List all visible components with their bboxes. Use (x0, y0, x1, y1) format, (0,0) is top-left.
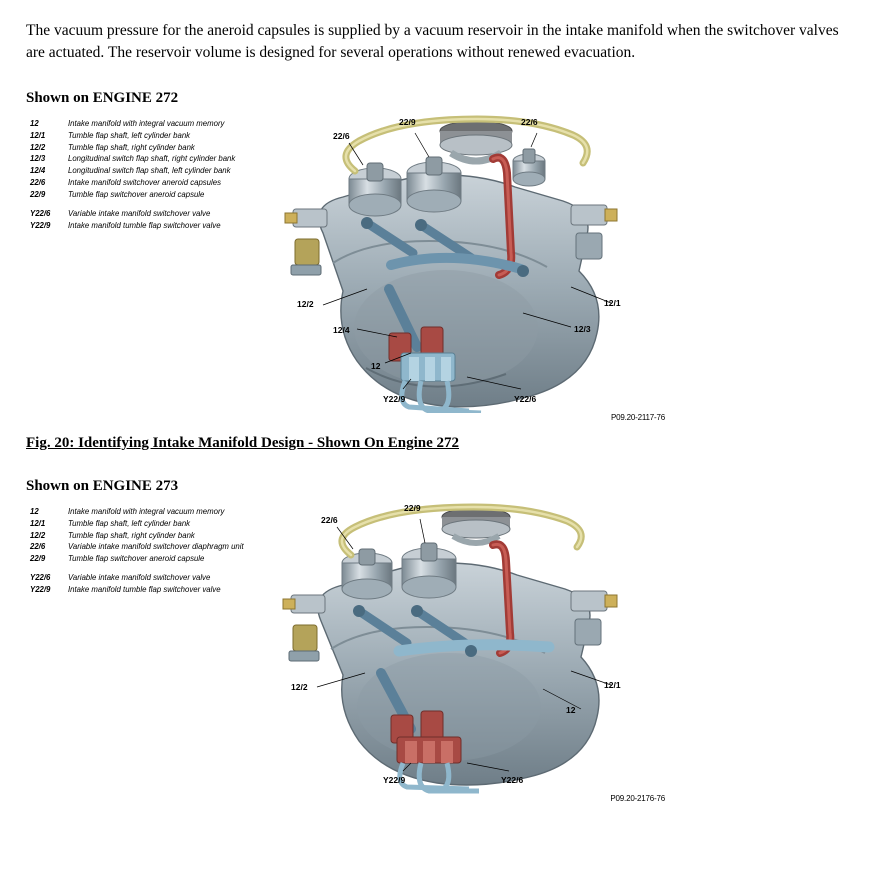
callout-label: 22/9 (404, 503, 421, 513)
legend-item (30, 554, 245, 564)
legend-key: Y22/6 (30, 208, 51, 218)
callout-label: 12/2 (297, 299, 314, 309)
callout-label: 12/4 (333, 325, 350, 335)
legend-key: 12 (30, 507, 39, 516)
legend-value: Tumble flap switchover aneroid capsule (68, 189, 205, 199)
legend-item (30, 519, 245, 529)
legend-value: Variable intake manifold switchover diaphragm unit (68, 542, 244, 552)
legend-item (30, 166, 245, 176)
legend-key: 12/2 (30, 530, 46, 540)
diagram-code: P09.20-2117-76 (611, 413, 665, 422)
legend-value: Tumble flap switchover aneroid capsule (68, 554, 205, 564)
diagram-svg (271, 113, 691, 413)
section-title-engine-272: Shown on ENGINE 272 (26, 90, 179, 106)
legend-key: 12 (30, 119, 39, 128)
legend-value: Intake manifold with integral vacuum memory (68, 507, 225, 516)
callout-label: 22/6 (321, 515, 338, 525)
intake-manifold-diagram-272 (271, 113, 691, 428)
legend-value: Variable intake manifold switchover valve (68, 573, 211, 583)
legend-item (30, 209, 245, 219)
legend-key: 22/6 (30, 177, 46, 187)
section-title-engine-273: Shown on ENGINE 273 (26, 478, 179, 494)
legend-engine-273 (30, 507, 245, 597)
callout-label: 12/1 (604, 680, 621, 690)
legend-item (30, 531, 245, 541)
figure-caption: Fig. 20: Identifying Intake Manifold Design - Shown On Engine 272 (26, 435, 459, 451)
callout-label: 12/1 (604, 298, 621, 308)
legend-value: Tumble flap shaft, left cylinder bank (68, 518, 191, 528)
legend-key: 22/9 (30, 189, 46, 199)
legend-value: Intake manifold tumble flap switchover valve (68, 585, 221, 595)
legend-value: Tumble flap shaft, right cylinder bank (68, 530, 195, 540)
legend-value: Intake manifold with integral vacuum memory (68, 119, 225, 128)
intro-paragraph: The vacuum pressure for the aneroid capsules is supplied by a vacuum reservoir in the intake manifold when the switchover valves are actuated. The reservoir volume is designed for several operations without renewed evacuation. (26, 22, 839, 61)
legend-value: Longitudinal switch flap shaft, right cylinder bank (68, 154, 236, 164)
legend-key: 22/6 (30, 542, 46, 552)
callout-label: 22/6 (333, 131, 350, 141)
legend-key: 12/1 (30, 518, 46, 528)
intake-manifold-diagram-273 (271, 501, 691, 816)
callout-label: Y22/9 (383, 394, 406, 404)
legend-value: Longitudinal switch flap shaft, left cylinder bank (68, 166, 231, 176)
legend-item (30, 154, 245, 164)
legend-item (30, 119, 245, 129)
legend-key: 22/9 (30, 554, 46, 564)
legend-key: 12/1 (30, 130, 46, 140)
callout-label: 12/2 (291, 682, 308, 692)
legend-key: 12/2 (30, 142, 46, 152)
legend-key: Y22/9 (30, 220, 51, 230)
legend-value: Intake manifold switchover aneroid capsules (68, 177, 221, 187)
callout-label: Y22/6 (514, 394, 537, 404)
callout-label: 22/6 (521, 117, 538, 127)
legend-value: Tumble flap shaft, right cylinder bank (68, 142, 195, 152)
callout-label: 12 (371, 361, 381, 371)
callout-label: Y22/9 (383, 775, 406, 785)
legend-item (30, 573, 245, 583)
legend-item (30, 585, 245, 595)
legend-key: 12/4 (30, 166, 46, 176)
callout-label: Y22/6 (501, 775, 524, 785)
legend-item (30, 143, 245, 153)
legend-item (30, 542, 245, 552)
diagram-code: P09.20-2176-76 (610, 794, 665, 803)
figure-engine-272 (26, 113, 859, 433)
figure-engine-273 (26, 501, 859, 811)
legend-item (30, 178, 245, 188)
legend-item (30, 221, 245, 231)
legend-key: Y22/6 (30, 573, 51, 583)
legend-item (30, 507, 245, 517)
callout-label: 12 (566, 705, 576, 715)
callout-label: 12/3 (574, 324, 591, 334)
legend-key: 12/3 (30, 154, 46, 164)
legend-value: Tumble flap shaft, left cylinder bank (68, 130, 191, 140)
diagram-svg (271, 501, 691, 796)
legend-key: Y22/9 (30, 585, 51, 595)
legend-value: Intake manifold tumble flap switchover valve (68, 220, 221, 230)
legend-engine-272 (30, 119, 245, 233)
legend-value: Variable intake manifold switchover valve (68, 208, 211, 218)
legend-item (30, 190, 245, 200)
legend-item (30, 131, 245, 141)
callout-label: 22/9 (399, 117, 416, 127)
